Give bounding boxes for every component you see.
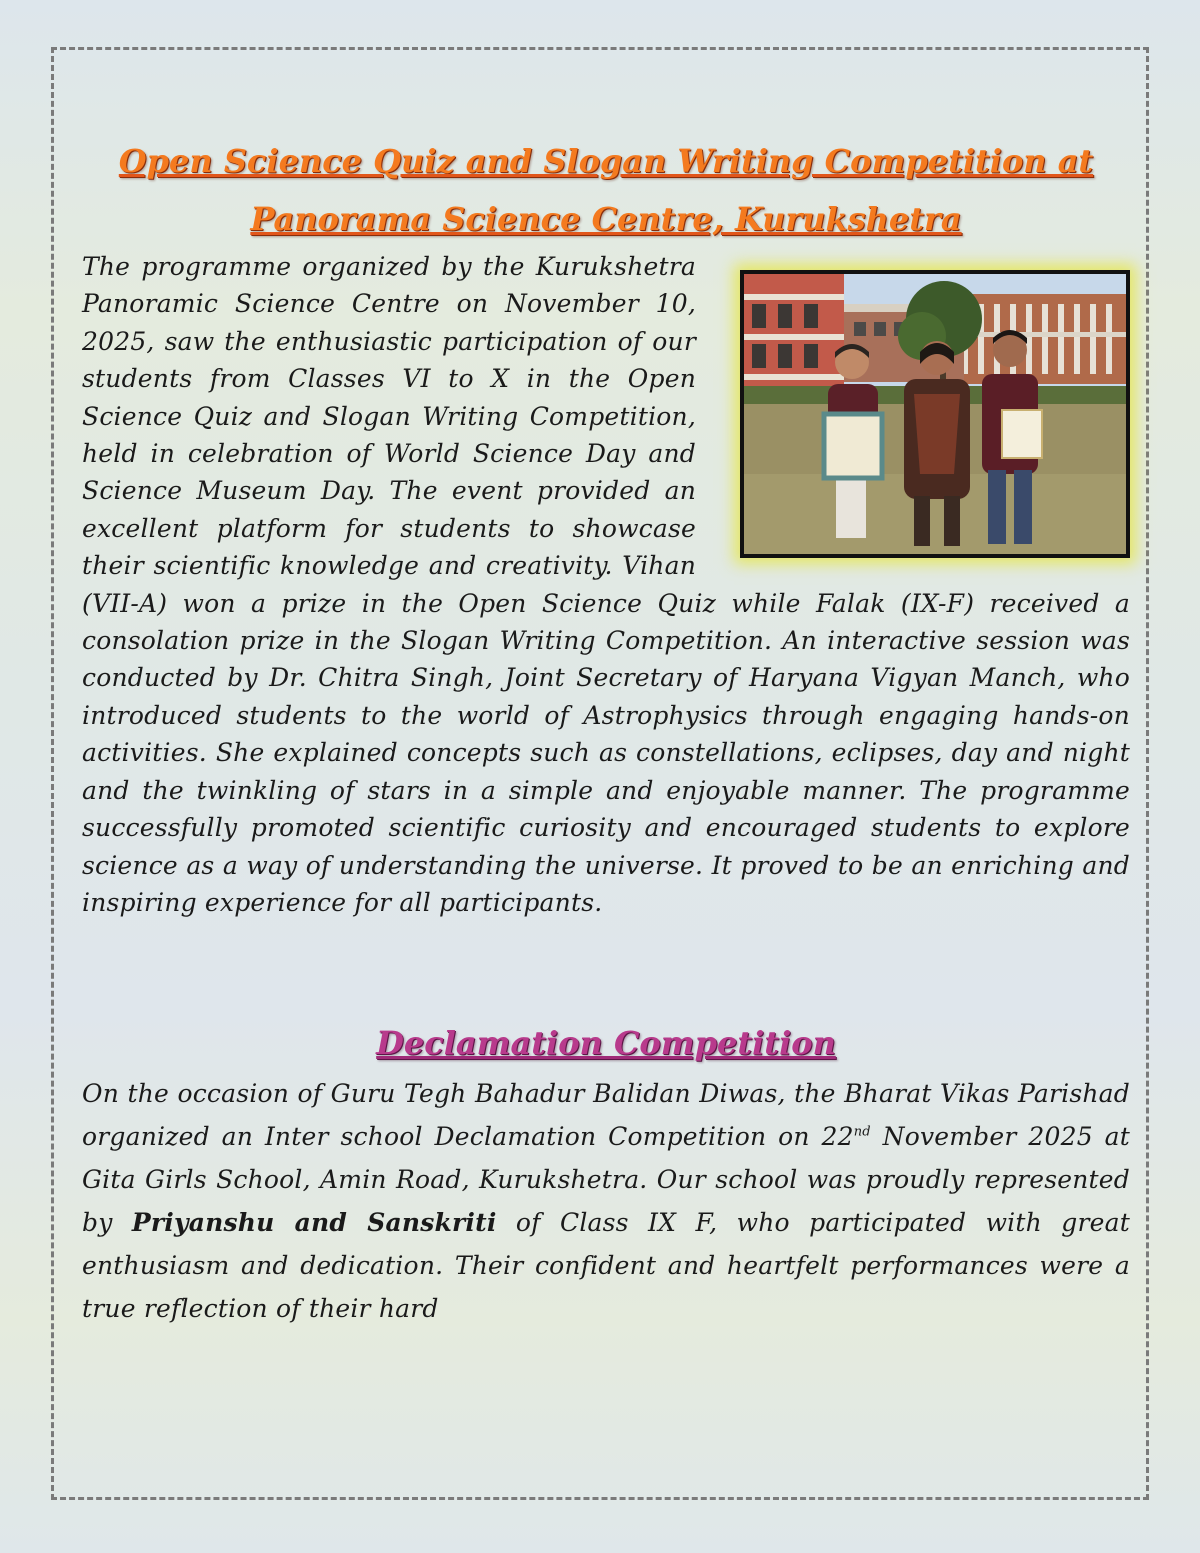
section1-title-line2: Panorama Science Centre, Kurukshetra — [250, 200, 962, 238]
section-gap — [82, 921, 1130, 1014]
newsletter-content — [82, 132, 1130, 1330]
event-photo — [740, 270, 1130, 558]
section2-body-end: of Class IX F, who participated with great enthusiasm and dedication. Their confident and heartfelt performances were a true reflection of their hard — [82, 1208, 1130, 1324]
section2-body-start: On the occasion of Guru Tegh Bahadur Balidan Diwas, the Bharat Vikas Parishad organized an Inter school Declamation Competition on 22 — [82, 1079, 1130, 1152]
section1-body: The programme organized by the Kurukshetra Panoramic Science Centre on November 10, 2025, saw the enthusiastic participation of our students from Classes VI to X in the Open Science Quiz and Slogan Writing Competition, held in celebration of World Science Day and Science Museum Day. The event provided an excellent platform for students to showcase their scientific knowledge and creativity. Vihan (VII-A) won a prize in the Open Science Quiz while Falak (IX-F) received a consolation prize in the Slogan Writing Competition. An interactive session was conducted by Dr. Chitra Singh, Joint Secretary of Haryana Vigyan Manch, who introduced students to the world of Astrophysics through engaging hands-on activities. She explained concepts such as constellations, eclipses, day and night and the twinkling of stars in a simple and enjoyable manner. The programme successfully promoted scientific curiosity and encouraged students to explore science as a way of understanding the universe. It proved to be an enriching and inspiring experience for all participants. — [82, 252, 1130, 917]
photo-illustration — [744, 274, 1126, 554]
section2-body — [82, 1072, 1130, 1330]
section1-title-line1: Open Science Quiz and Slogan Writing Competition at — [118, 142, 1094, 180]
student-names: Priyanshu and Sanskriti — [131, 1208, 497, 1238]
section2-title: Declamation Competition — [376, 1024, 836, 1063]
section1-title — [82, 132, 1130, 248]
event-photo-wrapper — [740, 270, 1130, 558]
section2-body-middle: November 2025 at Gita Girls School, Amin Road, Kurukshetra. Our school was proudly represented by — [82, 1122, 1130, 1238]
date-suffix: nd — [853, 1124, 871, 1140]
